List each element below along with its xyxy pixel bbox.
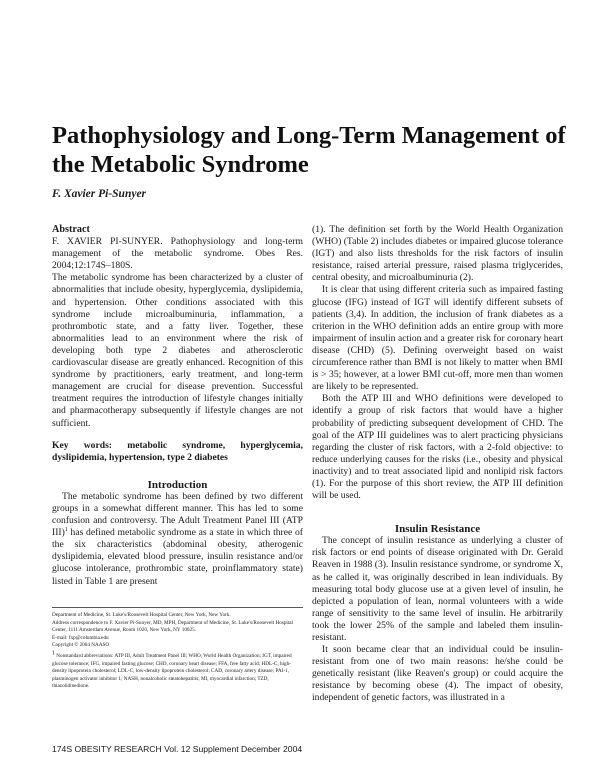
paragraph: Both the ATP III and WHO definitions were developed to identify a group of risk factors that would have a higher probability of predicting subsequent development of CHD. The goal of the ATP III guidelines was to alert practicing physicians regarding the cluster of risk factors, with a 2-fold objective: to reduce underlying causes for the risks (i.e., obesity and physical inactivity) and to treat associated lipid and nonlipid risk factors (1). For the purpose of this short review, the ATP III definition will be used. <box>312 393 563 502</box>
abbreviations-text: Nonstandard abbreviations: ATP III, Adult Treatment Panel III; WHO, World Health Organization; IGT, impaired glucose tolerance; IFG, impaired fasting glucose; CHD, coronary heart disease; FFA, free fatty acid; HDL-C, high-density lipoprotein cholesterol; LDL-C, low-density lipoprotein cholesterol; CAD, coronary artery disease; PAI-1, plasminogen activator inhibitor 1; NASH, nonalcoholic steatohepatitis; MI, myocardial infarction; TZD, thiazolidinedione. <box>52 652 292 690</box>
introduction-heading: Introduction <box>147 478 208 491</box>
right-column <box>312 224 563 705</box>
abstract-heading: Abstract <box>52 224 90 235</box>
abbreviations-note <box>52 650 303 691</box>
paragraph: It is clear that using different criteria such as impaired fasting glucose (IFG) instead of IGT will identify different subsets of patients (3,4). In addition, the inclusion of frank diabetes as a criterion in the WHO definition adds an entire group with more impairment of insulin action and a greater risk for coronary heart disease (CHD) (5). Defining overweight based on waist circumference rather than BMI is not likely to matter when BMI is > 35; however, at a lower BMI cut-off, more men than women are likely to be represented. <box>312 284 563 393</box>
keywords: Key words: metabolic syndrome, hyperglycemia, dyslipidemia, hypertension, type 2 diabetes <box>52 439 303 463</box>
email: E-mail: fxp@columbia.edu <box>52 634 109 641</box>
abstract-citation: F. XAVIER PI-SUNYER. Pathophysiology and long-term management of the metabolic syndrome. Obes Res. 2004;12:174S–180S. <box>52 236 303 272</box>
paragraph: The concept of insulin resistance as underlying a cluster of risk factors or end points of disease originated with Dr. Gerald Reaven in 1988 (3). Insulin resistance syndrome, or syndrome X, as he called it, was originally described in lean individuals. By measuring total body glucose use at a given level of insulin, he depicted a population of lean, normal volunteers with a wide range of sensitivity to the same level of insulin. He arbitrarily took the lower 25% of the sample and labeled them insulin-resistant. <box>312 535 563 643</box>
abbrev-marker: 1 <box>52 650 55 657</box>
affiliation: Department of Medicine, St. Luke's/Roosevelt Hospital Center, New York, New York. <box>52 612 231 618</box>
page-footer: 174S OBESITY RESEARCH Vol. 12 Supplement December 2004 <box>52 744 303 754</box>
introduction-paragraph <box>52 491 303 588</box>
intro-text-a: The metabolic syndrome has been defined by two different groups in a somewhat different manner. This has led to some confusion and controversy. The Adult Treatment Panel III (ATP III) <box>52 490 303 539</box>
left-column <box>52 224 303 588</box>
author-name: F. Xavier Pi-Sunyer <box>52 188 147 200</box>
paragraph: It soon became clear that an individual could be insulin-resistant from one of two main reasons: he/she could be genetically resistant (like Reaven's group) or could acquire the resistance by becoming obese (4). The impact of obesity, independent of genetic factors, was illustrated in a <box>312 644 563 704</box>
intro-text-b: has defined metabolic syndrome as a state in which three of the six characteristics (abdominal obesity, atherogenic dyslipidemia, elevated blood pressure, insulin resistance and/or glucose intolerance, prothrombic state, proinflammatory state) listed in Table 1 are present <box>52 527 303 587</box>
insulin-resistance-heading: Insulin Resistance <box>394 523 481 536</box>
article-title: Pathophysiology and Long-Term Management of the Metabolic Syndrome <box>52 122 566 178</box>
copyright: Copyright © 2004 NAASO <box>52 642 110 649</box>
footnotes <box>52 607 303 691</box>
abstract-body: The metabolic syndrome has been characterized by a cluster of abnormalities that include obesity, hyperglycemia, dyslipidemia, and hypertension. Other conditions associated with this syndrome include microalbuminuria, inflammation, a prothrombotic state, and a fatty liver. Together, these abnormalities lead to an environment where the risk of developing both type 2 diabetes and atherosclerotic cardiovascular disease are greatly enhanced. Recognition of this syndrome by practitioners, early treatment, and long-term management are crucial for disease prevention. Successful treatment requires the introduction of lifestyle changes initially and pharmacotherapy subsequently if lifestyle changes are not sufficient. <box>52 272 303 429</box>
paragraph: (1). The definition set forth by the World Health Organization (WHO) (Table 2) includes diabetes or impaired glucose tolerance (IGT) and also lists thresholds for the risk factors of insulin resistance, raised arterial pressure, raised plasma triglycerides, central obesity, and microalbuminuria (2). <box>312 224 563 284</box>
correspondence: Address correspondence to F. Xavier Pi-Sunyer, MD, MPH, Department of Medicine, St. Luke's/Roosevelt Hospital Center, 1111 Amsterdam Avenue, Room 1020, New York, NY 10025. <box>52 619 294 634</box>
footnote-marker: 1 <box>64 526 68 533</box>
